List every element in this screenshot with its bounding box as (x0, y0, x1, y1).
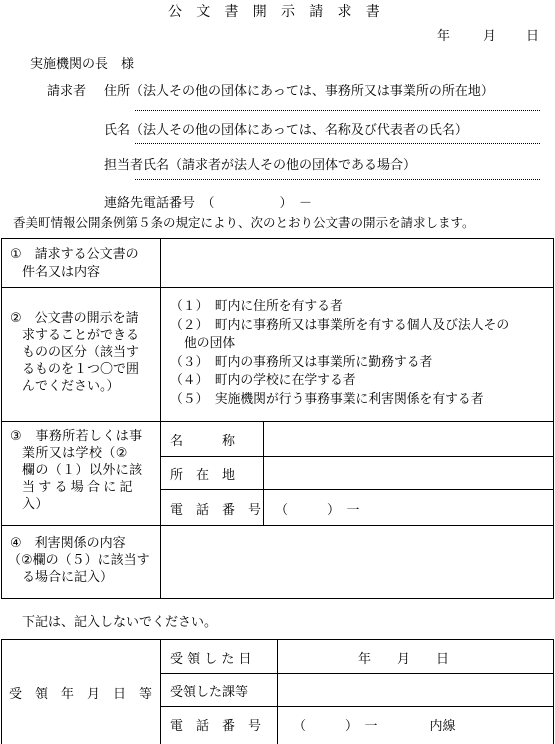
requester-label: 請求者 (47, 84, 87, 99)
received-date-label: 受 領 し た 日 (170, 652, 252, 667)
name-label: 氏名（法人その他の団体にあっては、名称及び代表者の氏名） (104, 123, 468, 138)
office-table-divider (160, 639, 161, 744)
contact-person-line (135, 179, 540, 180)
option-1[interactable]: （１） 町内に住所を有する者 (170, 299, 343, 314)
table-rule (1, 287, 554, 288)
addressee: 実施機関の長 様 (30, 57, 135, 72)
office-left-label: 受 領 年 月 日 等 (9, 687, 153, 702)
office-location-input[interactable] (264, 457, 553, 489)
office-phone-label: 電 話 番 号 (170, 503, 262, 518)
office-name-input[interactable] (264, 422, 553, 456)
date-year: 年 (437, 29, 451, 44)
date-month: 月 (483, 29, 497, 44)
office-table-divider (277, 639, 278, 744)
table-border-left (1, 238, 2, 599)
table-border-right (553, 238, 554, 599)
section4-label: ④ 利害関係の内容 （②欄の（５）に該当す る場合に記入） (8, 536, 150, 585)
section2-label: ② 公文書の開示を請 求することができる ものの区分（該当す るものを１つ〇で囲 んでください。） (10, 311, 140, 394)
received-section-label: 受領した課等 (170, 685, 249, 700)
section1-input[interactable] (161, 239, 553, 287)
section2-options (170, 298, 509, 409)
section3-label: ③ 事務所若しくは事 業所又は学校（② 欄の（１）以外に該 当する場合に記 入） (10, 429, 143, 512)
option-4[interactable]: （４） 町内の学校に在学する者 (170, 373, 356, 388)
address-line (135, 110, 540, 111)
intro-text: 香美町情報公開条例第５条の規定により、次のとおり公文書の開示を請求します。 (13, 215, 475, 230)
contact-person-label: 担当者氏名（請求者が法人その他の団体である場合） (104, 158, 417, 173)
address-label: 住所（法人その他の団体にあっては、事務所又は事業所の所在地） (104, 84, 494, 99)
office-table-left (1, 639, 2, 744)
section1-label: ① 請求する公文書の 件名又は内容 (10, 247, 139, 280)
office-name-label: 名 称 (170, 434, 236, 449)
table-rule (161, 489, 554, 490)
section4-input[interactable] (161, 526, 553, 598)
phone-label: 連絡先電話番号 （ ） － (104, 196, 313, 211)
page-title: 公 文 書 開 示 請 求 書 (168, 4, 385, 20)
option-2[interactable]: （２） 町内に事務所又は事業所を有する個人及び法人その (170, 317, 510, 333)
office-table-rule (161, 673, 554, 674)
office-table-right (553, 639, 554, 744)
office-phone-label-2: 電 話 番 号 (170, 719, 262, 734)
office-table-rule (161, 706, 554, 707)
office-note: 下記は、記入しないでください。 (22, 615, 218, 630)
office-phone-value[interactable]: （ ） 一 (275, 503, 360, 518)
option-5[interactable]: （５） 実施機関が行う事務事業に利害関係を有する者 (170, 391, 484, 407)
office-location-label: 所 在 地 (170, 468, 236, 483)
office-phone-value-2: （ ） 一 内線 (293, 719, 456, 734)
received-date-value: 年 月 日 (358, 652, 450, 667)
table-border-bottom (1, 598, 554, 599)
option-2-cont: 他の団体 (184, 336, 236, 351)
option-3[interactable]: （３） 町内の事務所又は事業所に勤務する者 (170, 354, 433, 370)
name-line (135, 143, 540, 144)
date-day: 日 (526, 29, 540, 44)
